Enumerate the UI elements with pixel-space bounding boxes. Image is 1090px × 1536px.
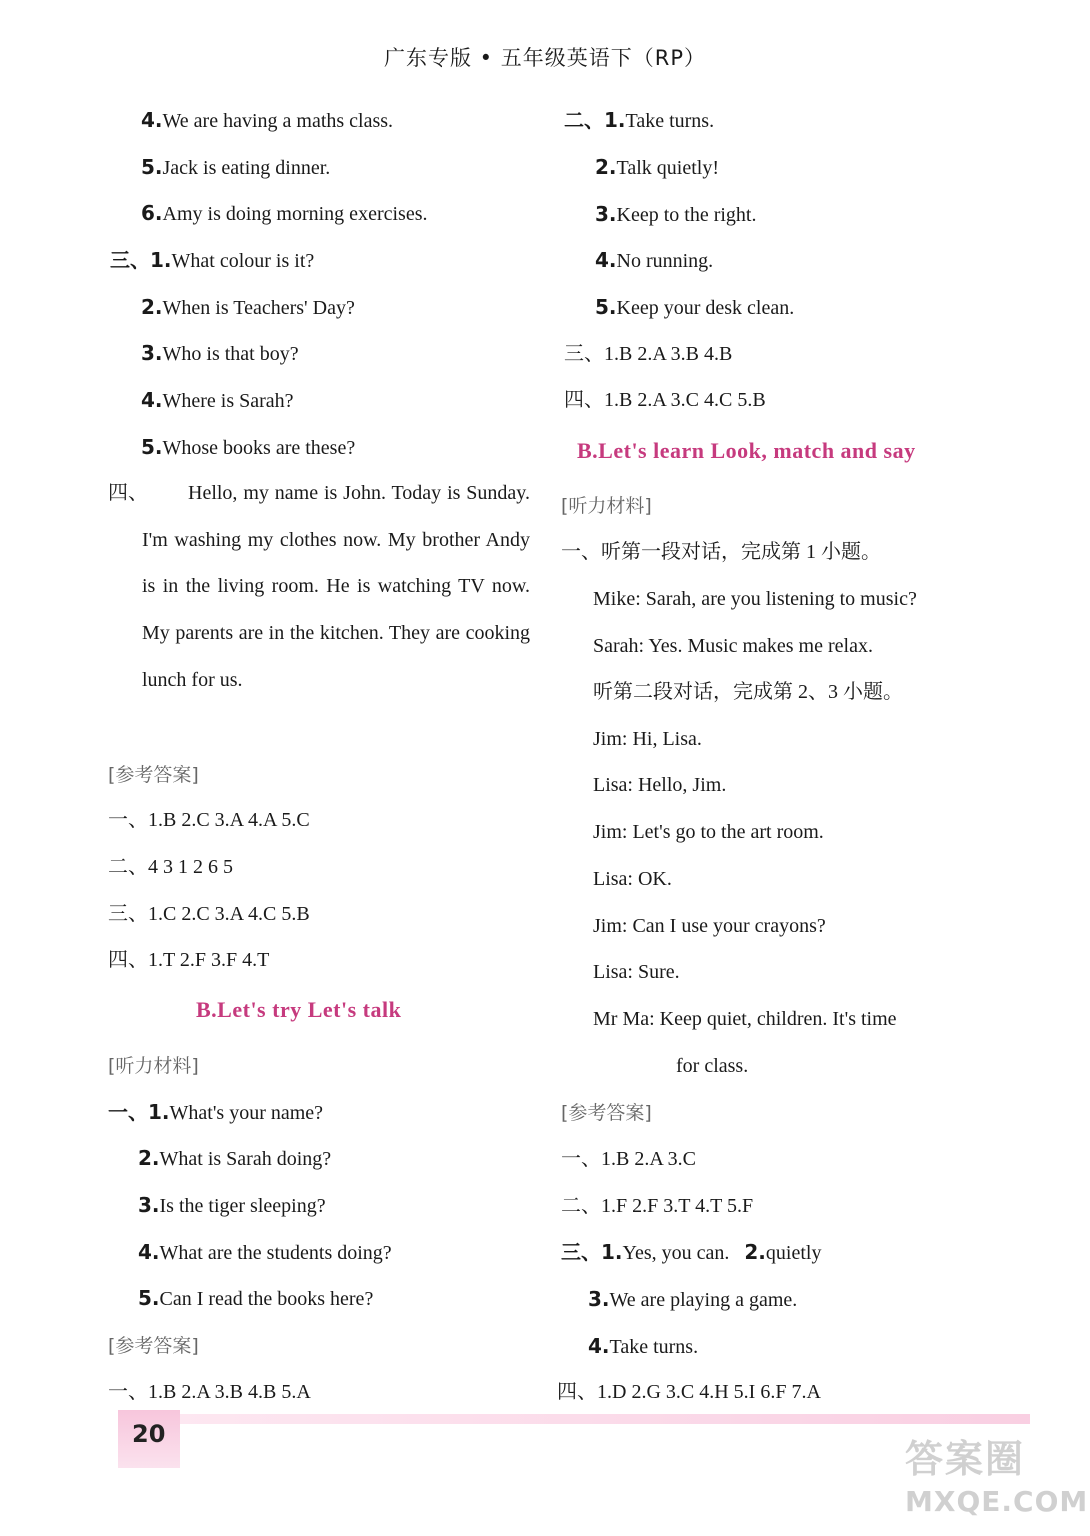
answer-row: 二、4 3 1 2 6 5 [108,856,233,878]
dialogue-line: Jim: Hi, Lisa. [593,728,702,750]
answer-line: 4.We are having a maths class. [141,108,394,132]
question-line: 4.What are the students doing? [138,1240,392,1264]
dialogue-line: Lisa: OK. [593,868,672,890]
watermark-logo [905,1428,1089,1528]
page-header: 广东专版 • 五年级英语下（RP） [384,46,706,70]
answer-key-label: [参考答案] [108,764,199,786]
answer-line: 6.Amy is doing morning exercises. [141,201,428,225]
dialogue-line: Mr Ma: Keep quiet, children. It's time [593,1008,897,1030]
dialogue-line: Jim: Let's go to the art room. [593,821,824,843]
answer-line: 三、1.What colour is it? [110,248,315,272]
passage-paragraph: 四、 Hello, my name is John. Today is Sunday. I'm washing my clothes now. My brother Andy is in the living room. He is watching TV now. My parents are in the kitchen. They are cooking lunch for us. [142,470,530,704]
answer-key-label: [参考答案] [561,1102,652,1124]
dialogue-line: 一、听第一段对话，完成第 1 小题。 [561,541,881,563]
answer-line: 5.Whose books are these? [141,435,356,459]
answer-line: 4.No running. [595,248,714,272]
answer-line: 3.Who is that boy? [141,341,299,365]
answer-row: 三、1.B 2.A 3.B 4.B [564,343,733,365]
answer-row: 四、1.D 2.G 3.C 4.H 5.I 6.F 7.A [557,1381,821,1403]
listening-material-label: [听力材料] [108,1055,199,1077]
answer-row: 一、1.B 2.C 3.A 4.A 5.C [108,809,310,831]
dialogue-line: for class. [676,1055,749,1077]
dialogue-line: Sarah: Yes. Music makes me relax. [593,635,873,657]
section-heading: B.Let's learn Look, match and say [577,438,916,463]
answer-line: 4.Where is Sarah? [141,388,294,412]
answer-line: 2.When is Teachers' Day? [141,295,355,319]
answer-line: 3.Keep to the right. [595,202,757,226]
question-line: 2.What is Sarah doing? [138,1146,332,1170]
answer-line: 4.Take turns. [588,1334,699,1358]
answer-row: 三、1.C 2.C 3.A 4.C 5.B [108,903,310,925]
question-line: 3.Is the tiger sleeping? [138,1193,326,1217]
answer-line: 5.Keep your desk clean. [595,295,795,319]
dialogue-line: Lisa: Hello, Jim. [593,774,727,796]
answer-line: 二、1.Take turns. [564,108,715,132]
answer-row: 四、1.B 2.A 3.C 4.C 5.B [564,389,766,411]
dialogue-line: Jim: Can I use your crayons? [593,915,826,937]
answer-row: 一、1.B 2.A 3.C [561,1148,697,1170]
dialogue-line: Mike: Sarah, are you listening to music? [593,588,917,610]
answer-line: 3.We are playing a game. [588,1287,798,1311]
answer-line: 2.Talk quietly! [595,155,719,179]
watermark-url: MXQE.COM [905,1485,1089,1518]
answer-key-label: [参考答案] [108,1335,199,1357]
question-line: 5.Can I read the books here? [138,1286,374,1310]
answer-line: 5.Jack is eating dinner. [141,155,331,179]
answer-row: 一、1.B 2.A 3.B 4.B 5.A [108,1381,311,1403]
answer-row: 四、1.T 2.F 3.F 4.T [108,949,270,971]
section-marker: 四、 [108,482,148,504]
page-number: 20 [132,1420,166,1448]
listening-material-label: [听力材料] [561,495,652,517]
watermark-text: 答案圈 [905,1437,1026,1481]
footer-decor-bar [180,1414,1030,1424]
dialogue-line: Lisa: Sure. [593,961,680,983]
answer-row: 二、1.F 2.F 3.T 4.T 5.F [561,1195,754,1217]
question-line: 一、1.What's your name? [108,1100,324,1124]
section-heading: B.Let's try Let's talk [196,997,402,1022]
dialogue-line: 听第二段对话，完成第 2、3 小题。 [593,681,903,703]
answer-line: 三、1.Yes, you can. 2.quietly [561,1240,822,1264]
